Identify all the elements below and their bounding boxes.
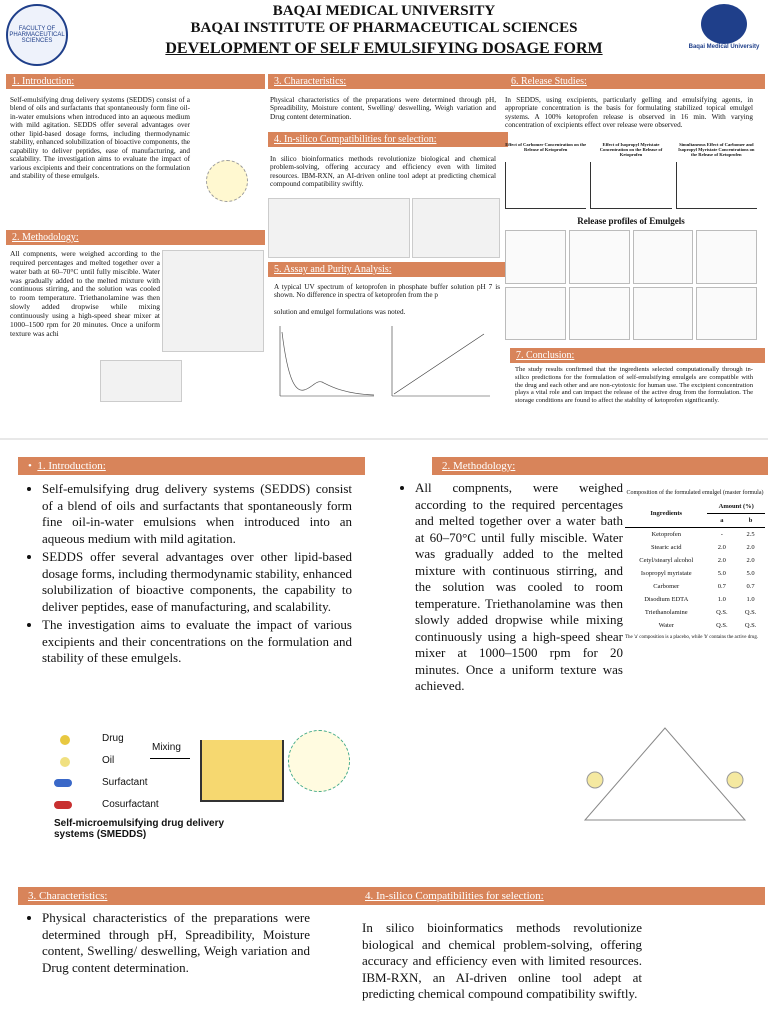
poster-title: DEVELOPMENT OF SELF EMULSIFYING DOSAGE FORM [165, 40, 603, 57]
ingredient-cell: Water [658, 622, 674, 629]
amount-cell: Q.S. [744, 609, 757, 616]
amount-cell: Q.S. [744, 622, 757, 629]
lower-method-head: 2. Methodology: [432, 457, 768, 475]
amount-cell: 0.7 [717, 583, 726, 590]
calibration-plot [384, 322, 494, 402]
intro-bullet: • Self-emulsifying drug delivery systems (SEDDS) consist of a blend of oils and surfactants that spontaneously form fine oil-in-water emulsions when introduced into an aqueous medium with mild agitation. [42, 481, 352, 547]
amount-cell: Q.S. [716, 609, 728, 616]
release-profile-plot [505, 230, 566, 284]
amount-cell: Q.S. [716, 622, 728, 629]
amount-cell: 2.5 [746, 531, 755, 538]
composition-table-grid: Ingredients Amount (%) a b Ketoprofen - 2.5 Stearic acid 2.0 2.0 Cetyl/stearyl alcohol 2.0 2.0 Isopropyl myristate 5.0 5.0 Carbomer 0.7 0.7 Disodium EDTA 1.0 1.0 Triethanolamine Q.S. Q.S. Water Q.S. Q.S. [625, 500, 765, 632]
lower-insilico-head: 4. In-silico Compatibilities for selection: [355, 887, 765, 905]
arrow-right-icon [150, 758, 190, 759]
table-row [625, 541, 765, 554]
ingredient-cell: Triethanolamine [644, 609, 688, 616]
assay-text-2: solution and emulgel formulations was noted. [274, 308, 406, 316]
ingredient-cell: Isopropyl myristate [640, 570, 692, 577]
drug-icon [60, 735, 70, 745]
amount-cell: 2.0 [717, 544, 726, 551]
mini-phase-diagram [100, 360, 182, 402]
separator [0, 438, 768, 440]
ingredient-cell: Disodium EDTA [644, 596, 689, 603]
calibration-svg [384, 322, 494, 402]
section-release-head: 6. Release Studies: [505, 74, 765, 89]
lower-intro-body [20, 481, 352, 669]
mini-composition-table [162, 250, 264, 352]
uv-spectrum-svg [274, 322, 378, 402]
university-logo: Baqai Medical University [684, 4, 764, 56]
method-text: All compnents, were weighed according to the required percentages and melted together over a water bath at 60–70°C until fully miscible. Water was gradually added to the melted mixture with continuous stirring, and the solution was cooled to room temperature. Triethanolamine was then slowly added dropwise while mixing continuously using a high-speed shear mixer at 1000–1500 rpm for 20 minutes. Once a uniform texture was achi [10, 249, 160, 338]
release-profile-plot [569, 230, 630, 284]
section-conclusion-head: 7. Conclusion: [510, 348, 765, 363]
section-char-head: 3. Characteristics: [268, 74, 508, 89]
method-bullet: • All compnents, were weighed according to the required percentages and melted together over a water bath at 60–70°C until fully miscible. Water was gradually added to the melted mixture with continuous stirring, and the solution was cooled to room temperature. Triethanolamine was then slowly added dropwise while mixing continuously using a high-speed shear mixer at 1000–1500 rpm for 20 minutes. Once a uniform texture was achieved. [415, 480, 623, 695]
institute-name: BAQAI INSTITUTE OF PHARMACEUTICAL SCIENCES [190, 20, 578, 36]
lower-char-body [20, 910, 310, 978]
amount-cell: 2.0 [746, 544, 755, 551]
table-row [625, 593, 765, 606]
release-chart-2: Effect of Isopropyl Myristate Concentration on the Release of Ketoprofen [590, 142, 671, 216]
cosurfactant-icon [54, 801, 72, 809]
ternary-phase-diagram [575, 720, 755, 825]
table-row [625, 606, 765, 619]
amount-cell: 1.0 [717, 596, 726, 603]
release-profile-plot [633, 230, 694, 284]
structures-image [268, 198, 410, 258]
conclusion-text: The study results confirmed that the ingredients selected computationally through in-silico predictions for the formulation of self-emulsifying emulgels are compatible with the drug and each other and are non-cytotoxic for human use. The excipient concentration plays a vital role and can impact the release of the active drug from the formulation. The storage conditions are found to affect the stability of ketoprofen significantly. [515, 366, 753, 405]
intro-bullet: • The investigation aims to evaluate the impact of various excipients and their concentrations on the formulation and stability of these emulgels. [42, 617, 352, 667]
release-profiles-title: Release profiles of Emulgels [577, 216, 685, 226]
oil-icon [60, 757, 70, 767]
amount-cell: 5.0 [746, 570, 755, 577]
ingredient-cell: Carbomer [653, 583, 680, 590]
ingredient-cell: Stearic acid [650, 544, 682, 551]
micelle-icon [206, 160, 248, 202]
release-profile-plot [569, 287, 630, 341]
section-insilico-head: 4. In-silico Compatibilities for selection: [268, 132, 508, 147]
release-chart-1: Effect of Carbomer Concentration on the Release of Ketoprofen [505, 142, 586, 216]
table-row [625, 580, 765, 593]
lower-intro-head: • 1. Introduction: [18, 457, 365, 475]
intro-bullet: • SEDDS offer several advantages over other lipid-based dosage forms, including thermodynamic stability, enhanced solubilization of bioactive components, the capability to deliver peptides, ease of manufacturing, and scalability. [42, 549, 352, 615]
compatibility-table [412, 198, 500, 258]
micelle-icon [288, 730, 350, 792]
university-name: BAQAI MEDICAL UNIVERSITY [272, 3, 496, 19]
amount-cell: 0.7 [746, 583, 755, 590]
amount-cell: 2.0 [717, 557, 726, 564]
amount-cell: - [720, 531, 723, 538]
lower-insilico-body: In silico bioinformatics methods revolutionize biological and chemical problem-solving, offering accuracy and efficiency even with limited resources. IBM-RXN, an AI-driven online tool adept at predicting chemical compound compatibility swiftly. [362, 920, 642, 1001]
release-profiles-grid [505, 230, 757, 340]
release-chart-3: Simultaneous Effect of Carbomer and Isopropyl Myristate Concentrations on the Release of Ketoprofen [676, 142, 757, 216]
table-row [625, 619, 765, 632]
release-charts [505, 142, 757, 216]
assay-text: A typical UV spectrum of ketoprofen in phosphate buffer solution pH 7 is shown. No difference in spectra of ketoprofen from the p [274, 283, 500, 300]
table-row [625, 554, 765, 567]
ternary-diagram-svg [575, 720, 755, 825]
release-profile-plot [505, 287, 566, 341]
section-method-head: 2. Methodology: [6, 230, 265, 245]
ingredient-cell: Ketoprofen [651, 531, 682, 538]
lower-char-head: 3. Characteristics: [18, 887, 366, 905]
faculty-logo: FACULTY OF PHARMACEUTICAL SCIENCES [6, 4, 68, 66]
beaker-icon [200, 740, 284, 802]
smedds-diagram: Drug Oil Surfactant Cosurfactant Mixing Self-microemulsifying drug delivery systems (SMEDDS) [40, 720, 360, 860]
char-bullet: • Physical characteristics of the preparations were determined through pH, Spreadibility, Moisture content, Swelling/ deswelling, Weigh variation and Drug content determination. [42, 910, 310, 976]
release-text: In SEDDS, using excipients, particularly gelling and emulsifying agents, in appropriate concentration is the basis for formulating stabilized topical emulgel systems. A 100% ketoprofen release is observed in 16 min. With varying concentration of excipients effect over release were observed. [505, 96, 753, 130]
uv-spectrum-plot [274, 322, 378, 402]
section-assay-head: 5. Assay and Purity Analysis: [268, 262, 508, 277]
composition-table: Composition of the formulated emulgel (master formula) Ingredients Amount (%) a b Ketoprofen - 2.5 Stearic acid 2.0 2.0 Cetyl/stearyl alcohol 2.0 2.0 Isopropyl myristate 5.0 5.0 Carbomer 0.7 0.7 Disodium EDTA 1.0 1.0 Triethanolamine Q.S. Q.S. Water Q.S. Q.S. The 'a' composition is a placebo, while 'b' contains the active drug. [625, 490, 764, 640]
insilico-text: In silico bioinformatics methods revolutionize biological and chemical problem-solving, offering accuracy and efficiency even with limited resources. IBM-RXN, an AI-driven online tool adept at predicting chemical compound compatibility swiftly. [270, 155, 496, 189]
amount-cell: 2.0 [746, 557, 755, 564]
section-intro-head: 1. Introduction: [6, 74, 265, 89]
smedds-mini-diagram [196, 110, 258, 216]
release-profile-plot [696, 230, 757, 284]
intro-text: Self-emulsifying drug delivery systems (SEDDS) consist of a blend of oils and surfactants that spontaneously form fine oil-in-water emulsions when introduced into an aqueous medium with mild agitation. SEDDS offer several advantages over other lipid-based dosage forms, including thermodynamic stability, enhanced solubilization of bioactive components, the capability to deliver peptides, ease of manufacturing, and scalability. The investigation aims to evaluate the impact of various excipients and their concentrations on the formulation and stability of these emulgels. [10, 96, 190, 181]
lower-method-body [393, 480, 623, 697]
release-profile-plot [696, 287, 757, 341]
ingredient-cell: Cetyl/stearyl alcohol [639, 557, 694, 564]
amount-cell: 5.0 [717, 570, 726, 577]
release-profile-plot [633, 287, 694, 341]
table-row [625, 567, 765, 580]
table-row [625, 528, 765, 542]
amount-cell: 1.0 [746, 596, 755, 603]
surfactant-icon [54, 779, 72, 787]
char-text: Physical characteristics of the preparations were determined through pH, Spreadibility, Moisture content, Swelling/ deswelling, Weigh variation and Drug content determination. [270, 96, 496, 121]
